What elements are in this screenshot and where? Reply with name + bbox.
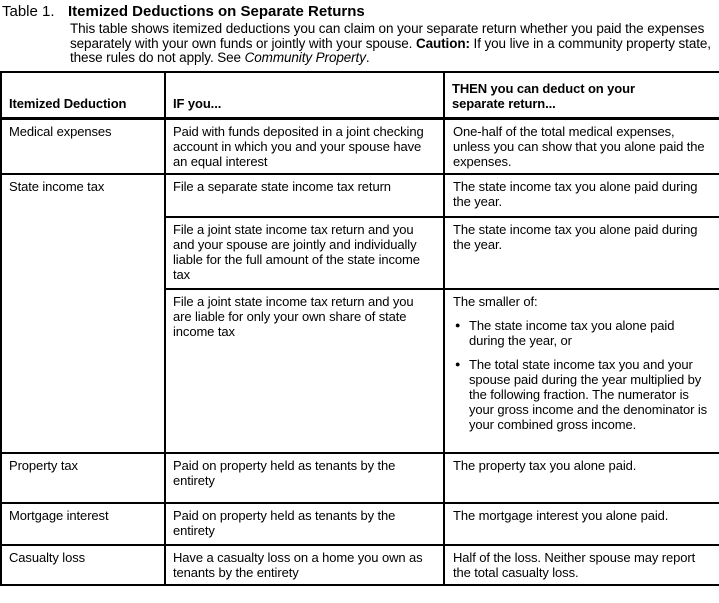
caution-label: Caution: (415, 35, 470, 51)
bullet-list-item (453, 318, 711, 348)
bullet-icon: ● (455, 358, 461, 369)
if-cell: Paid on property held as tenants by the entirety (165, 503, 444, 545)
then-cell: The property tax you alone paid. (444, 453, 719, 503)
if-cell: Paid with funds deposited in a joint checking account in which you and your spouse have an equal interest (165, 118, 444, 174)
bullet-list-item (453, 357, 711, 432)
if-cell: File a separate state income tax return (165, 174, 444, 217)
intro-text-1: This table shows itemized deductions you can claim on your separate return whether you paid the expenses separately with your own funds or jointly with your spouse. (70, 21, 705, 51)
deduction-cell: Casualty loss (1, 545, 165, 585)
itemized-deductions-table (0, 71, 719, 586)
header-if-you: IF you... (165, 72, 444, 118)
header-then-deduct (444, 72, 719, 118)
table-row-casualty-loss (1, 545, 719, 585)
table-row-state-income-tax-1 (1, 174, 719, 217)
intro-paragraph (70, 22, 714, 66)
then-cell: Half of the loss. Neither spouse may report the total casualty loss. (444, 545, 719, 585)
if-cell: Paid on property held as tenants by the entirety (165, 453, 444, 503)
table-caption (2, 3, 717, 21)
header-then-line2: separate return... (452, 95, 556, 111)
header-itemized-deduction: Itemized Deduction (1, 72, 165, 118)
deduction-cell: Mortgage interest (1, 503, 165, 545)
page-title: Itemized Deductions on Separate Returns (68, 3, 365, 20)
then-cell: The state income tax you alone paid during the year. (444, 174, 719, 217)
if-cell: File a joint state income tax return and you and your spouse are jointly and individually liable for the full amount of the state income tax (165, 217, 444, 289)
deduction-cell: Property tax (1, 453, 165, 503)
intro-text-2: If you live in a community property state, these rules do not apply. See (70, 35, 711, 66)
if-cell: File a joint state income tax return and you are liable for only your own share of state income tax (165, 289, 444, 453)
bullet-text: The total state income tax you and your spouse paid during the year multiplied by the following fraction. The numerator is your gross income and the denominator is your combined gross income. (469, 356, 708, 432)
table-header-row (1, 72, 719, 118)
table-row-mortgage-interest (1, 503, 719, 545)
deduction-cell: State income tax (1, 174, 165, 453)
bullet-text: The state income tax you alone paid during the year, or (469, 317, 675, 348)
if-cell: Have a casualty loss on a home you own as tenants by the entirety (165, 545, 444, 585)
deduction-cell: Medical expenses (1, 118, 165, 174)
then-intro-text: The smaller of: (453, 293, 538, 309)
intro-text-3: . (365, 50, 370, 66)
header-then-line1: THEN you can deduct on your (452, 80, 635, 96)
then-cell: One-half of the total medical expenses, unless you can show that you alone paid the expenses. (444, 118, 719, 174)
table-number-label: Table 1. (2, 3, 55, 20)
table-row-medical-expenses (1, 118, 719, 174)
then-cell: The state income tax you alone paid during the year. (444, 217, 719, 289)
then-cell (444, 289, 719, 453)
table-row-property-tax (1, 453, 719, 503)
bullet-icon: ● (455, 319, 461, 330)
then-cell: The mortgage interest you alone paid. (444, 503, 719, 545)
community-property-reference: Community Property (244, 50, 366, 66)
